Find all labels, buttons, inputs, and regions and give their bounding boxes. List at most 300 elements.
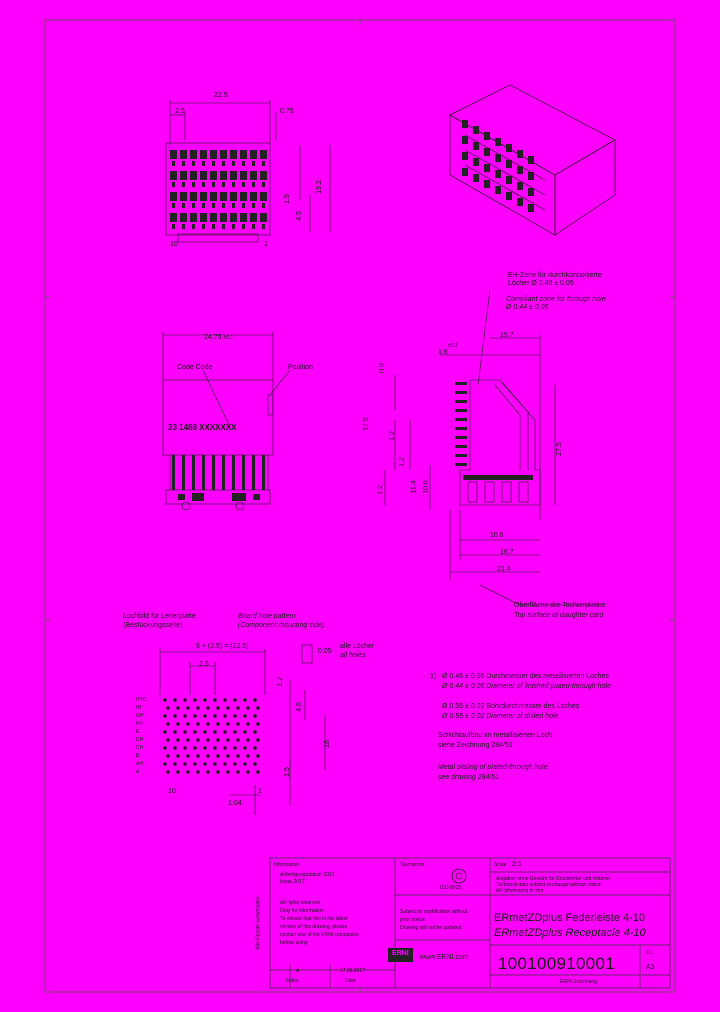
contact xyxy=(260,171,267,180)
contact xyxy=(230,213,237,222)
sheet-size: A3 xyxy=(646,964,655,971)
board-hole xyxy=(253,714,257,718)
board-hole xyxy=(186,770,190,774)
board-hole xyxy=(233,746,237,750)
hole-tol: 0.05 xyxy=(318,648,332,655)
hole-dim-pitch: 2.5 xyxy=(199,661,209,668)
board-hole xyxy=(166,722,170,726)
board-hole xyxy=(216,754,220,758)
board-hole xyxy=(226,706,230,710)
board-hole xyxy=(216,706,220,710)
hole-dim-18: 18 xyxy=(323,740,331,748)
top-dim-height: 19.2 xyxy=(315,180,323,194)
hole-title-en-1: Board hole pattern xyxy=(238,613,296,620)
board-hole xyxy=(246,770,250,774)
board-hole xyxy=(173,714,177,718)
side-text: Alle Rechte vorbehalten xyxy=(255,896,262,950)
contact-pin xyxy=(252,161,255,166)
iso-contact xyxy=(517,198,523,206)
board-hole xyxy=(206,754,210,758)
contact xyxy=(190,171,197,180)
contact-pin xyxy=(222,161,225,166)
rights-4: version of this drawing, please xyxy=(280,924,348,930)
board-hole xyxy=(173,746,177,750)
contact xyxy=(210,171,217,180)
board-hole xyxy=(213,698,217,702)
board-hole xyxy=(246,738,250,742)
footer-text: ERNI-Zeichnung xyxy=(560,979,597,985)
contact xyxy=(190,150,197,159)
board-hole xyxy=(243,762,247,766)
contact xyxy=(190,192,197,201)
disclaimer-2: Technical data subject to change without notice xyxy=(496,882,601,888)
hole-title-en-2: (Component mounting side) xyxy=(238,622,325,629)
note1-en: Ø 0.44 ± 0.05 Diameter of finished plated-through hole xyxy=(442,683,611,690)
iso-contact xyxy=(517,166,523,174)
hole-label-right: 1 xyxy=(258,788,262,795)
board-hole xyxy=(193,762,197,766)
note3-en-2: see drawing 284/51 xyxy=(438,774,500,781)
contact xyxy=(210,213,217,222)
side-dim-10-6: 10.6 xyxy=(422,480,430,494)
board-hole xyxy=(216,722,220,726)
contact-pin xyxy=(192,203,195,208)
side-pin xyxy=(455,391,467,394)
board-hole xyxy=(233,714,237,718)
iso-label: ISO 8015 xyxy=(440,885,462,891)
rights-3: To ensure that this is the latest xyxy=(280,916,348,922)
board-hole xyxy=(233,730,237,734)
hole-row-label: ITH1 xyxy=(136,697,147,703)
board-hole xyxy=(176,722,180,726)
contact xyxy=(260,192,267,201)
note1-de: Ø 0.46 ± 0.05 Durchmesser des metallisierten Loches xyxy=(442,673,609,680)
iso-contact xyxy=(473,142,479,150)
mod-line-2: prior notice. xyxy=(400,917,427,923)
board-hole xyxy=(186,754,190,758)
front-code-text: 33 1488 XXXXXXX xyxy=(168,423,237,432)
iso-contact xyxy=(462,136,468,144)
front-leg xyxy=(232,455,235,490)
contact xyxy=(180,213,187,222)
side-pin xyxy=(455,454,467,457)
board-hole xyxy=(223,746,227,750)
contact-pin xyxy=(202,203,205,208)
contact-pin xyxy=(202,224,205,229)
iso-contact xyxy=(462,152,468,160)
date-label: Date xyxy=(345,978,356,984)
board-hole xyxy=(226,754,230,758)
board-hole xyxy=(193,730,197,734)
top-label-left: 10 xyxy=(170,241,178,248)
board-hole xyxy=(213,714,217,718)
iso-contact xyxy=(506,176,512,184)
info-line-1: Anfertigungsdatum 2017 xyxy=(280,872,335,878)
side-dim-21-4: 21.4 xyxy=(497,566,511,573)
front-leg xyxy=(242,455,245,490)
hole-dim-4-5: 4.5 xyxy=(295,702,303,712)
sheet-number: 1/1 xyxy=(646,950,653,956)
front-leg xyxy=(222,455,225,490)
erni-logo: ERNI xyxy=(392,950,409,957)
board-hole xyxy=(183,714,187,718)
contact xyxy=(240,171,247,180)
side-pin xyxy=(455,463,467,466)
contact xyxy=(220,213,227,222)
contact-pin xyxy=(222,182,225,187)
board-hole xyxy=(166,706,170,710)
contact xyxy=(190,213,197,222)
top-dim-v1: 1.5 xyxy=(283,194,291,204)
board-hole xyxy=(196,722,200,726)
board-hole xyxy=(216,738,220,742)
iso-contact xyxy=(528,172,534,180)
contact-pin xyxy=(222,203,225,208)
board-hole xyxy=(163,746,167,750)
contact-pin xyxy=(192,161,195,166)
iso-contact xyxy=(506,192,512,200)
contact-pin xyxy=(222,224,225,229)
zone-de-text: EH-Zone für durchkontaktierte Löcher Ø 0.46 ± 0.05 xyxy=(508,272,602,287)
contact-pin xyxy=(182,224,185,229)
index-label: Index xyxy=(286,978,299,984)
hole-row-label: DH xyxy=(136,737,144,743)
front-leg xyxy=(192,455,195,490)
contact-pin xyxy=(242,224,245,229)
board-hole xyxy=(243,746,247,750)
board-hole xyxy=(216,770,220,774)
board-hole xyxy=(253,746,257,750)
board-hole xyxy=(243,698,247,702)
board-hole xyxy=(206,738,210,742)
board-hole xyxy=(176,770,180,774)
side-dim-1-2b: 1.2 xyxy=(398,457,406,467)
side-pin xyxy=(455,382,467,385)
contact xyxy=(240,150,247,159)
board-hole xyxy=(213,730,217,734)
surface-en: Top surface of daughter card xyxy=(514,612,604,619)
top-label-right: 1 xyxy=(264,241,268,248)
contact-pin xyxy=(172,203,175,208)
mod-line-3: Drawing will not be updated. xyxy=(400,925,463,931)
side-dim-17-5: 17.5 xyxy=(362,417,370,431)
board-hole xyxy=(236,722,240,726)
disclaimer-3: All dimensions in mm xyxy=(496,888,544,894)
board-hole xyxy=(246,722,250,726)
contact-pin xyxy=(252,224,255,229)
hole-dim-1-5: 1.5 xyxy=(283,767,291,777)
all-holes-de: alle Löcher xyxy=(340,643,375,650)
hole-row-label: E xyxy=(136,729,140,735)
side-dim-top: 15.7 xyxy=(500,332,514,339)
board-hole xyxy=(236,706,240,710)
contact-pin xyxy=(212,224,215,229)
top-dim-pitch: 2.5 xyxy=(175,108,185,115)
board-hole xyxy=(256,738,260,742)
iso-contact xyxy=(495,170,501,178)
board-hole xyxy=(186,738,190,742)
contact-pin xyxy=(202,182,205,187)
board-hole xyxy=(246,754,250,758)
board-hole xyxy=(206,770,210,774)
side-dim-10-6b: 10.6 xyxy=(490,532,504,539)
contact-pin xyxy=(172,224,175,229)
iso-contact xyxy=(484,148,490,156)
contact-pin xyxy=(262,224,265,229)
note3-de-1: Schichtaufbau im metallisierten Loch xyxy=(438,732,553,739)
note2-en: Ø 0.55 ± 0.02 Diameter of drilled hole xyxy=(442,713,559,720)
iso-contact xyxy=(528,156,534,164)
rights-5: contact one of the ERNI companies xyxy=(280,932,359,938)
side-pin xyxy=(455,436,467,439)
contact xyxy=(250,150,257,159)
board-hole xyxy=(223,698,227,702)
iso-contact xyxy=(484,132,490,140)
iso-contact xyxy=(484,164,490,172)
contact-pin xyxy=(232,182,235,187)
contact xyxy=(260,213,267,222)
website: www.ERNI.com xyxy=(420,954,469,961)
side-pin xyxy=(455,400,467,403)
side-dim-27: 27.5 xyxy=(555,442,563,456)
hole-label-left: 10 xyxy=(168,788,176,795)
contact xyxy=(170,150,177,159)
rights-6: before using xyxy=(280,940,308,946)
board-hole xyxy=(183,762,187,766)
side-pin xyxy=(455,445,467,448)
board-hole xyxy=(193,746,197,750)
hole-row-label: GH xyxy=(136,713,144,719)
side-dim-1-6: 1.6 xyxy=(438,349,448,356)
board-hole xyxy=(206,706,210,710)
board-hole xyxy=(176,754,180,758)
contact xyxy=(240,213,247,222)
board-hole xyxy=(203,698,207,702)
contact xyxy=(230,171,237,180)
board-hole xyxy=(243,730,247,734)
contact-pin xyxy=(212,203,215,208)
board-hole xyxy=(163,714,167,718)
scale-label: Scale xyxy=(494,862,507,868)
front-code-label: Code Code xyxy=(177,364,213,371)
contact-pin xyxy=(182,161,185,166)
hole-row-label: HI xyxy=(136,705,141,711)
iso-contact xyxy=(495,186,501,194)
contact xyxy=(220,192,227,201)
all-holes-en: all holes xyxy=(340,652,366,659)
side-dim-11-4: 11.4 xyxy=(410,480,418,494)
contact xyxy=(170,213,177,222)
surface-de: Oberfläche der Tochterplatine xyxy=(514,602,606,609)
top-dim-v2: 4.5 xyxy=(295,211,303,221)
board-hole xyxy=(193,714,197,718)
hole-dim-total: 9 × (2.5) = (22.5) xyxy=(196,643,249,650)
contact xyxy=(250,213,257,222)
contact xyxy=(210,150,217,159)
front-leg xyxy=(252,455,255,490)
contact xyxy=(220,171,227,180)
iso-contact xyxy=(473,174,479,182)
zone-en-text: Compliant zone for through hole Ø 0.44 ± 0.05 xyxy=(506,296,606,311)
top-dim-width: 22.5 xyxy=(214,92,228,99)
contact-pin xyxy=(182,203,185,208)
board-hole xyxy=(226,722,230,726)
board-hole xyxy=(196,738,200,742)
contact-pin xyxy=(232,224,235,229)
contact xyxy=(200,192,207,201)
hole-row-label: CH xyxy=(136,745,144,751)
contact-pin xyxy=(262,182,265,187)
front-leg xyxy=(182,455,185,490)
board-hole xyxy=(173,730,177,734)
contact xyxy=(200,213,207,222)
part-number: 100100910001 xyxy=(498,954,616,973)
contact-pin xyxy=(172,161,175,166)
board-hole xyxy=(233,698,237,702)
contact-pin xyxy=(262,203,265,208)
contact-pin xyxy=(262,161,265,166)
contact-pin xyxy=(242,182,245,187)
iso-contact xyxy=(473,126,479,134)
side-dim-0-9: 0.9 xyxy=(378,363,386,373)
hole-title-de-1: Lochbild für Leiterplatte xyxy=(123,613,196,620)
hole-row-label: A xyxy=(136,769,140,775)
board-hole xyxy=(256,770,260,774)
board-hole xyxy=(246,706,250,710)
board-hole xyxy=(196,754,200,758)
date-value: 17.05.2017 xyxy=(340,968,366,974)
board-hole xyxy=(236,770,240,774)
note1-marker: 1) xyxy=(430,673,437,680)
iso-contact xyxy=(495,138,501,146)
board-hole xyxy=(166,738,170,742)
board-hole xyxy=(196,706,200,710)
board-hole xyxy=(253,698,257,702)
board-hole xyxy=(233,762,237,766)
side-pin xyxy=(455,427,467,430)
board-hole xyxy=(183,698,187,702)
board-hole xyxy=(253,730,257,734)
note3-de-2: siehe Zeichnung 284/51 xyxy=(438,742,513,749)
board-hole xyxy=(223,730,227,734)
contact-pin xyxy=(212,182,215,187)
iso-contact xyxy=(528,204,534,212)
contact xyxy=(180,150,187,159)
iso-contact xyxy=(462,168,468,176)
board-hole xyxy=(256,754,260,758)
board-hole xyxy=(203,730,207,734)
board-hole xyxy=(256,722,260,726)
title-de: ERmetZDplus Federleiste 4-10 xyxy=(494,912,646,924)
rights-1: All rights reserved. xyxy=(280,900,322,906)
front-leg xyxy=(172,455,175,490)
board-hole xyxy=(183,730,187,734)
contact xyxy=(200,150,207,159)
contact-pin xyxy=(252,203,255,208)
board-hole xyxy=(166,770,170,774)
contact xyxy=(240,192,247,201)
contact-pin xyxy=(192,224,195,229)
note2-de: Ø 0.55 ± 0.02 Bohrdurchmesser des Loches xyxy=(442,703,580,710)
side-dim-tol: ±0.2 xyxy=(448,343,458,349)
iso-contact xyxy=(528,188,534,196)
contact-pin xyxy=(202,161,205,166)
board-hole xyxy=(186,722,190,726)
info-line-2: Issue 2017 xyxy=(280,879,305,885)
board-hole xyxy=(206,722,210,726)
contact-pin xyxy=(242,161,245,166)
board-hole xyxy=(176,738,180,742)
contact xyxy=(260,150,267,159)
title-en: ERmetZDplus Receptacle 4-10 xyxy=(494,927,646,939)
contact xyxy=(220,150,227,159)
contact xyxy=(180,192,187,201)
contact-pin xyxy=(252,182,255,187)
mod-line-1: Subject to modification without xyxy=(400,909,468,915)
side-dim-16-7: 16.7 xyxy=(500,549,514,556)
info-label: Information xyxy=(274,862,300,868)
hole-dim-1-04: 1.04 xyxy=(228,800,242,807)
board-hole xyxy=(223,714,227,718)
board-hole xyxy=(186,706,190,710)
index-value: A xyxy=(296,968,300,974)
board-hole xyxy=(183,746,187,750)
contact xyxy=(210,192,217,201)
hole-row-label: AH xyxy=(136,761,143,767)
contact xyxy=(230,192,237,201)
board-hole xyxy=(236,738,240,742)
board-hole xyxy=(213,746,217,750)
board-hole xyxy=(163,762,167,766)
board-hole xyxy=(193,698,197,702)
contact-pin xyxy=(192,182,195,187)
iso-contact xyxy=(506,160,512,168)
board-hole xyxy=(166,754,170,758)
contact xyxy=(230,150,237,159)
front-dim-width: 24.75 ±0.1 xyxy=(204,334,234,341)
contact-pin xyxy=(232,203,235,208)
contact-pin xyxy=(232,161,235,166)
board-hole xyxy=(176,706,180,710)
board-hole xyxy=(223,762,227,766)
board-hole xyxy=(163,730,167,734)
contact xyxy=(180,171,187,180)
contact xyxy=(200,171,207,180)
board-hole xyxy=(213,762,217,766)
iso-contact xyxy=(517,182,523,190)
board-hole xyxy=(173,698,177,702)
side-dim-1-2a: 1.2 xyxy=(388,431,396,441)
contact-pin xyxy=(182,182,185,187)
iso-contact xyxy=(495,154,501,162)
iso-contact xyxy=(462,120,468,128)
board-hole xyxy=(203,746,207,750)
contact-pin xyxy=(172,182,175,187)
board-hole xyxy=(226,770,230,774)
board-hole xyxy=(163,698,167,702)
contact xyxy=(170,192,177,201)
hole-row-label: B xyxy=(136,753,140,759)
board-hole xyxy=(203,714,207,718)
contact xyxy=(250,171,257,180)
board-hole xyxy=(196,770,200,774)
board-hole xyxy=(203,762,207,766)
disclaimer-1: Angaben ohne Gewähr für Druckfehler und Irrtümer xyxy=(496,876,611,882)
side-dim-1-2c: 1.2 xyxy=(376,485,384,495)
iso-contact xyxy=(473,158,479,166)
board-hole xyxy=(236,754,240,758)
front-position-label: Position xyxy=(288,364,313,371)
